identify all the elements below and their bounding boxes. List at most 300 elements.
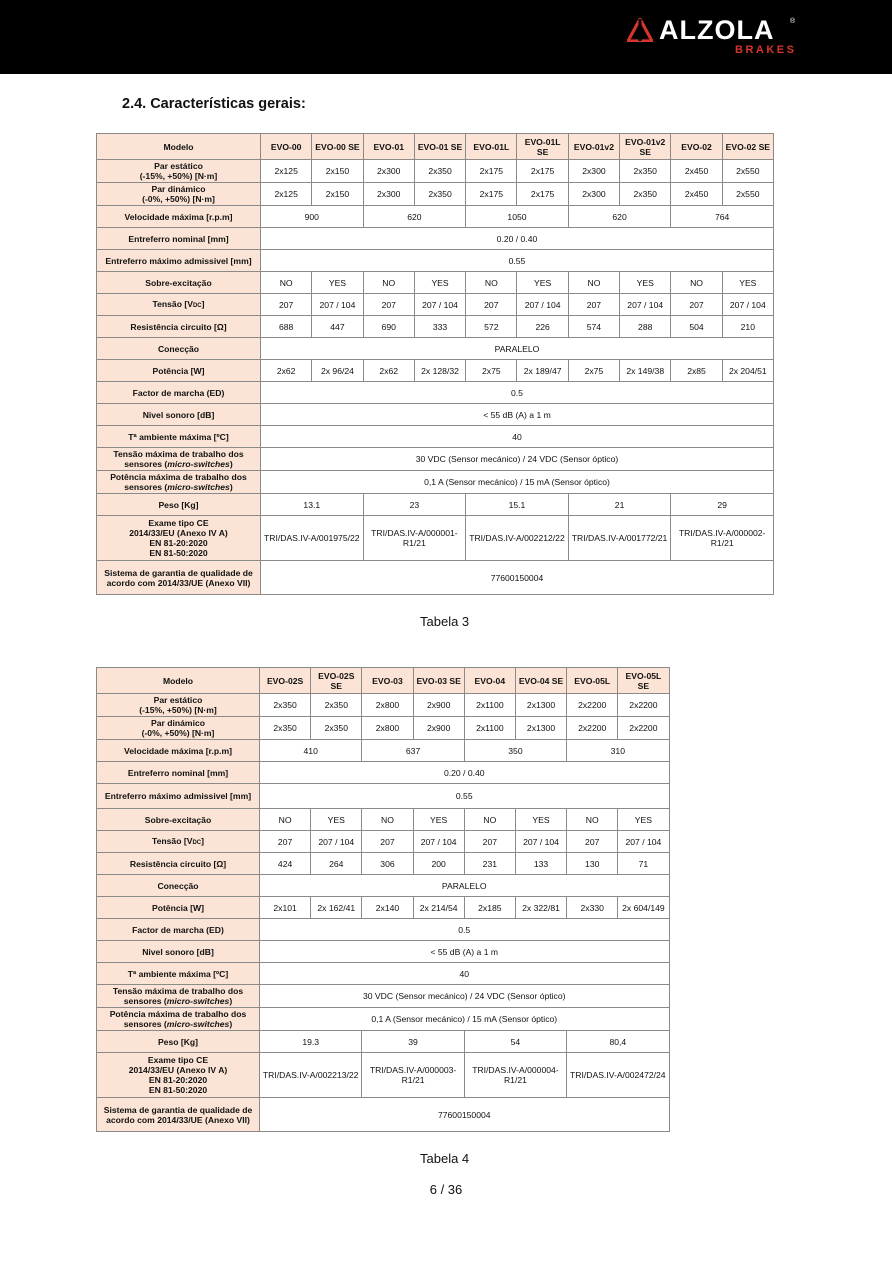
table-cell: 30 VDC (Sensor mecánico) / 24 VDC (Sensor óptico): [260, 985, 670, 1008]
table-cell: YES: [311, 809, 362, 831]
table-cell: 310: [567, 740, 669, 762]
table-cell: 2x550: [722, 160, 773, 183]
table-row: [97, 160, 774, 183]
table-cell: 2x175: [466, 183, 517, 206]
table-cell: TRI/DAS.IV-A/000002-R1/21: [671, 516, 774, 561]
table-cell: PARALELO: [261, 338, 774, 360]
label-text: Sistema de garantia de qualidade de acordo com 2014/33/UE (Anexo VII): [104, 567, 253, 588]
table-row: [97, 250, 774, 272]
table-row: [97, 1031, 670, 1053]
table-cell: 207 / 104: [515, 831, 566, 853]
label-line: EN 81-20:2020: [148, 1075, 208, 1085]
label-line: (-15%, +50%) [N·m]: [139, 171, 218, 181]
alzola-logo: [627, 16, 802, 60]
brand-name: ALZOLA: [659, 15, 775, 45]
table-cell: 2x450: [671, 160, 722, 183]
label-line: Exame tipo CE: [147, 1055, 209, 1065]
label-line: (-15%, +50%) [N·m]: [139, 705, 217, 715]
row-label: [97, 160, 261, 183]
table-cell: 19.3: [260, 1031, 362, 1053]
label-text: ): [229, 996, 233, 1006]
row-label: [97, 494, 261, 516]
row-label: [97, 134, 261, 160]
table-cell: NO: [568, 272, 619, 294]
row-label: [97, 897, 260, 919]
table-cell: 207 / 104: [312, 294, 363, 316]
table-cell: 210: [722, 316, 773, 338]
table-cell: 504: [671, 316, 722, 338]
table-cell: NO: [362, 809, 413, 831]
row-label: [97, 183, 261, 206]
table-cell: 1050: [466, 206, 569, 228]
label-text: Tª ambiente máxima [ºC]: [128, 431, 229, 442]
table-cell: NO: [261, 272, 312, 294]
table-row: [97, 272, 774, 294]
row-label: [97, 941, 260, 963]
table-row: [97, 784, 670, 809]
table-row: [97, 426, 774, 448]
header-bar: [0, 0, 892, 74]
spec-table-4: [96, 667, 670, 1132]
table-cell: 306: [362, 853, 413, 875]
label-text: Peso [Kg]: [158, 499, 199, 510]
table-cell: 2x300: [363, 183, 414, 206]
table-cell: 77600150004: [261, 561, 774, 595]
table-cell: 29: [671, 494, 774, 516]
table-row: [97, 338, 774, 360]
table-cell: 2x2200: [567, 694, 618, 717]
label-text: ]: [201, 835, 204, 846]
table-header-row: [97, 668, 670, 694]
table-cell: NO: [260, 809, 311, 831]
label-text: ]: [201, 298, 205, 309]
model-header: EVO-00 SE: [312, 134, 363, 160]
table-cell: 207 / 104: [517, 294, 568, 316]
table-cell: 0.55: [260, 784, 670, 809]
model-header: EVO-00: [261, 134, 312, 160]
row-label: [97, 809, 260, 831]
table-row: [97, 316, 774, 338]
model-header: EVO-01: [363, 134, 414, 160]
table-row: [97, 448, 774, 471]
table-cell: 2x350: [414, 183, 465, 206]
label-line: Par estático: [153, 695, 203, 705]
row-label: [97, 338, 261, 360]
table-cell: 2x62: [261, 360, 312, 382]
table-cell: 207 / 104: [413, 831, 464, 853]
table-cell: TRI/DAS.IV-A/002212/22: [466, 516, 569, 561]
table-cell: 690: [363, 316, 414, 338]
model-header: EVO-02S SE: [311, 668, 362, 694]
table-row: [97, 809, 670, 831]
table-cell: 2x 149/38: [620, 360, 671, 382]
label-line: Par dinámico: [151, 718, 205, 728]
row-label: [97, 740, 260, 762]
label-text: Nivel sonoro [dB]: [142, 409, 215, 420]
table-cell: 39: [362, 1031, 464, 1053]
table-cell: 424: [260, 853, 311, 875]
table-cell: 0,1 A (Sensor mecánico) / 15 mA (Sensor óptico): [261, 471, 774, 494]
label-text: sensores (: [123, 996, 167, 1006]
table-cell: 764: [671, 206, 774, 228]
table-cell: 620: [363, 206, 466, 228]
row-label: [97, 853, 260, 875]
table-cell: 231: [464, 853, 515, 875]
table-cell: 574: [568, 316, 619, 338]
table-cell: 2x85: [671, 360, 722, 382]
label-text: sensores (: [123, 1019, 167, 1029]
table-row: [97, 561, 774, 595]
table-cell: 207: [464, 831, 515, 853]
table-cell: 572: [466, 316, 517, 338]
table-row: [97, 941, 670, 963]
table-cell: 2x350: [311, 694, 362, 717]
table-cell: NO: [671, 272, 722, 294]
row-label: [97, 426, 261, 448]
row-label: [97, 471, 261, 494]
table-cell: 207: [466, 294, 517, 316]
table-cell: 71: [618, 853, 669, 875]
table-cell: 13.1: [261, 494, 364, 516]
table-cell: 2x 162/41: [311, 897, 362, 919]
label-italic: micro-switches: [167, 482, 230, 492]
label-text: Tª ambiente máxima [ºC]: [127, 968, 229, 979]
table-cell: 2x800: [362, 694, 413, 717]
table-cell: 23: [363, 494, 466, 516]
table-cell: 333: [414, 316, 465, 338]
model-header: EVO-01v2 SE: [620, 134, 671, 160]
table-cell: 207: [567, 831, 618, 853]
row-label: [97, 919, 260, 941]
table-row: [97, 228, 774, 250]
table-cell: 207: [568, 294, 619, 316]
table-row: [97, 985, 670, 1008]
table-cell: 900: [261, 206, 364, 228]
table-cell: 2x 204/51: [722, 360, 773, 382]
table-row: [97, 1098, 670, 1132]
label-line: Potência máxima de trabalho dos: [109, 1009, 247, 1019]
table-row: [97, 875, 670, 897]
table-cell: 2x125: [261, 160, 312, 183]
label-text: Factor de marcha (ED): [132, 924, 224, 935]
table-cell: 207 / 104: [618, 831, 669, 853]
table-row: [97, 831, 670, 853]
table-cell: 2x2200: [618, 694, 669, 717]
table-cell: 2x75: [568, 360, 619, 382]
label-text: Sobre-excitação: [145, 277, 212, 288]
table-cell: 2x1300: [515, 717, 566, 740]
table-cell: 207 / 104: [620, 294, 671, 316]
row-label: [97, 516, 261, 561]
table-cell: YES: [618, 809, 669, 831]
row-label: [97, 1008, 260, 1031]
row-label: [97, 250, 261, 272]
label-text: ): [229, 1019, 233, 1029]
model-header: EVO-03 SE: [413, 668, 464, 694]
table-cell: 207: [260, 831, 311, 853]
table-4-caption: Tabela 4: [420, 1151, 470, 1166]
row-label: [97, 668, 260, 694]
table-cell: 2x350: [620, 160, 671, 183]
label-line: Potência máxima de trabalho dos: [110, 472, 247, 482]
table-cell: 2x300: [363, 160, 414, 183]
label-text: Velocidade máxima [r.p.m]: [124, 211, 233, 222]
model-header: EVO-02: [671, 134, 722, 160]
table-cell: 2x62: [363, 360, 414, 382]
table-cell: TRI/DAS.IV-A/000003-R1/21: [362, 1053, 464, 1098]
table-row: [97, 717, 670, 740]
model-header: EVO-02 SE: [722, 134, 773, 160]
page-number: 6 / 36: [429, 1182, 463, 1197]
table-row: [97, 963, 670, 985]
table-row: [97, 897, 670, 919]
table-row: [97, 206, 774, 228]
row-label: [97, 561, 261, 595]
table-cell: YES: [515, 809, 566, 831]
table-cell: YES: [312, 272, 363, 294]
table-cell: 0.20 / 0.40: [261, 228, 774, 250]
table-row: [97, 183, 774, 206]
table-cell: 200: [413, 853, 464, 875]
table-cell: 620: [568, 206, 671, 228]
table-row: [97, 404, 774, 426]
table-cell: 2x450: [671, 183, 722, 206]
table-cell: 2x1100: [464, 717, 515, 740]
model-header: EVO-01v2: [568, 134, 619, 160]
table-cell: 2x350: [311, 717, 362, 740]
table-row: [97, 740, 670, 762]
row-label: [97, 294, 261, 316]
label-text: Potência [W]: [151, 902, 205, 913]
label-line: (-0%, +50%) [N·m]: [141, 728, 215, 738]
table-row: [97, 494, 774, 516]
table-cell: 2x550: [722, 183, 773, 206]
table-cell: YES: [722, 272, 773, 294]
label-italic: micro-switches: [167, 459, 230, 469]
row-label: [97, 316, 261, 338]
table-cell: TRI/DAS.IV-A/002472/24: [567, 1053, 669, 1098]
table-cell: 15.1: [466, 494, 569, 516]
table-cell: 207: [363, 294, 414, 316]
row-label: [97, 1098, 260, 1132]
table-row: [97, 919, 670, 941]
table-cell: 2x300: [568, 183, 619, 206]
table-row: [97, 694, 670, 717]
table-cell: NO: [464, 809, 515, 831]
label-line: 2014/33/EU (Anexo IV A): [128, 1065, 228, 1075]
row-label: [97, 985, 260, 1008]
model-header: EVO-01L: [466, 134, 517, 160]
table-cell: 2x150: [312, 183, 363, 206]
label-text: Entreferro nominal [mm]: [128, 233, 229, 244]
label-text: Nivel sonoro [dB]: [142, 946, 214, 957]
table-cell: TRI/DAS.IV-A/002213/22: [260, 1053, 362, 1098]
table-cell: 2x1300: [515, 694, 566, 717]
table-cell: 288: [620, 316, 671, 338]
label-text: Potência [W]: [152, 365, 205, 376]
table-cell: 637: [362, 740, 464, 762]
label-text: sensores (: [124, 482, 168, 492]
table-row: [97, 1053, 670, 1098]
table-cell: NO: [363, 272, 414, 294]
table-row: [97, 762, 670, 784]
table-cell: 2x185: [464, 897, 515, 919]
table-cell: 2x900: [413, 694, 464, 717]
label-italic: micro-switches: [166, 996, 230, 1006]
label-text: Entreferro nominal [mm]: [127, 767, 229, 778]
label-text: Conecção: [157, 343, 200, 354]
table-cell: 2x350: [414, 160, 465, 183]
brand-subtitle: BRAKES: [735, 44, 797, 56]
table-cell: 77600150004: [260, 1098, 670, 1132]
table-cell: 0.20 / 0.40: [260, 762, 670, 784]
table-cell: 2x125: [261, 183, 312, 206]
label-text: Conecção: [157, 880, 199, 891]
table-cell: 80,4: [567, 1031, 669, 1053]
table-3-caption: Tabela 3: [420, 614, 470, 629]
table-cell: 207: [261, 294, 312, 316]
label-text: ): [229, 459, 233, 469]
row-label: [97, 831, 260, 853]
model-header: EVO-03: [362, 668, 413, 694]
table-row: [97, 471, 774, 494]
row-label: [97, 1031, 260, 1053]
label-line: 2014/33/EU (Anexo IV A): [129, 528, 228, 538]
table-cell: 2x350: [260, 694, 311, 717]
label-text: Modelo: [162, 675, 194, 686]
label-text: Modelo: [163, 141, 194, 152]
table-cell: 207 / 104: [311, 831, 362, 853]
table-cell: 2x 604/149: [618, 897, 669, 919]
row-label: [97, 784, 260, 809]
label-line: Par estático: [154, 161, 203, 171]
table-cell: TRI/DAS.IV-A/001772/21: [568, 516, 671, 561]
table-row: [97, 853, 670, 875]
table-cell: 207 / 104: [722, 294, 773, 316]
table-cell: 2x350: [620, 183, 671, 206]
model-header: EVO-02S: [260, 668, 311, 694]
table-row: [97, 294, 774, 316]
table-row: [97, 382, 774, 404]
table-cell: 2x175: [517, 183, 568, 206]
table-cell: YES: [517, 272, 568, 294]
row-label: [97, 762, 260, 784]
table-cell: 2x350: [260, 717, 311, 740]
triangle-logo-icon: [627, 18, 653, 42]
row-label: [97, 360, 261, 382]
table-cell: 2x2200: [567, 717, 618, 740]
table-cell: 226: [517, 316, 568, 338]
section-title: 2.4. Características gerais:: [122, 96, 306, 112]
table-row: [97, 1008, 670, 1031]
table-cell: TRI/DAS.IV-A/001975/22: [261, 516, 364, 561]
row-label: [97, 694, 260, 717]
model-header: EVO-05L: [567, 668, 618, 694]
row-label: [97, 228, 261, 250]
table-cell: 2x 189/47: [517, 360, 568, 382]
table-cell: 0.55: [261, 250, 774, 272]
table-row: [97, 516, 774, 561]
row-label: [97, 448, 261, 471]
table-cell: PARALELO: [260, 875, 670, 897]
table-cell: 40: [261, 426, 774, 448]
label-text: Factor de marcha (ED): [132, 387, 225, 398]
table-cell: 207 / 104: [414, 294, 465, 316]
table-cell: 2x300: [568, 160, 619, 183]
row-label: [97, 206, 261, 228]
row-label: [97, 272, 261, 294]
table-cell: 2x330: [567, 897, 618, 919]
table-cell: < 55 dB (A) a 1 m: [261, 404, 774, 426]
label-text: Sistema de garantia de qualidade de acordo com 2014/33/UE (Anexo VII): [103, 1104, 253, 1125]
table-cell: 2x800: [362, 717, 413, 740]
table-cell: 2x 128/32: [414, 360, 465, 382]
label-text: ): [229, 482, 233, 492]
table-cell: 2x140: [362, 897, 413, 919]
row-label: [97, 382, 261, 404]
table-cell: 2x1100: [464, 694, 515, 717]
table-cell: 447: [312, 316, 363, 338]
model-header: EVO-05L SE: [618, 668, 669, 694]
table-cell: 2x 214/54: [413, 897, 464, 919]
table-cell: TRI/DAS.IV-A/000001-R1/21: [363, 516, 466, 561]
table-cell: 2x150: [312, 160, 363, 183]
table-cell: 21: [568, 494, 671, 516]
label-line: Tensão máxima de trabalho dos: [113, 449, 244, 459]
table-cell: 0,1 A (Sensor mecánico) / 15 mA (Sensor óptico): [260, 1008, 670, 1031]
table-cell: 133: [515, 853, 566, 875]
row-label: [97, 1053, 260, 1098]
label-text: Sobre-excitação: [144, 814, 212, 825]
table-cell: YES: [414, 272, 465, 294]
row-label: [97, 717, 260, 740]
table-cell: 2x75: [466, 360, 517, 382]
table-cell: 264: [311, 853, 362, 875]
label-text: sensores (: [124, 459, 168, 469]
table-cell: 40: [260, 963, 670, 985]
table-cell: 2x 322/81: [515, 897, 566, 919]
row-label: [97, 404, 261, 426]
table-cell: YES: [413, 809, 464, 831]
label-line: Tensão máxima de trabalho dos: [112, 986, 244, 996]
table-cell: 207: [362, 831, 413, 853]
table-cell: 130: [567, 853, 618, 875]
table-cell: 0.5: [260, 919, 670, 941]
row-label: [97, 875, 260, 897]
registered-mark: ®: [790, 18, 796, 25]
label-text: Peso [Kg]: [157, 1036, 199, 1047]
label-text: Resistência circuito [Ω]: [130, 321, 227, 332]
label-text: Velocidade máxima [r.p.m]: [124, 745, 232, 756]
label-sub: DC: [192, 839, 202, 846]
model-header: EVO-01L SE: [517, 134, 568, 160]
table-cell: 2x 96/24: [312, 360, 363, 382]
table-cell: 54: [464, 1031, 566, 1053]
table-cell: 30 VDC (Sensor mecánico) / 24 VDC (Sensor óptico): [261, 448, 774, 471]
table-cell: 2x175: [517, 160, 568, 183]
label-sub: DC: [192, 302, 202, 309]
label-text: Tensão [V: [152, 298, 193, 309]
table-cell: 350: [464, 740, 566, 762]
label-text: Entreferro máximo admissivel [mm]: [105, 255, 252, 266]
table-header-row: [97, 134, 774, 160]
model-header: EVO-04 SE: [515, 668, 566, 694]
label-italic: micro-switches: [166, 1019, 230, 1029]
label-line: Exame tipo CE: [148, 518, 209, 528]
label-line: EN 81-50:2020: [148, 1085, 208, 1095]
table-cell: 2x175: [466, 160, 517, 183]
table-cell: 2x900: [413, 717, 464, 740]
